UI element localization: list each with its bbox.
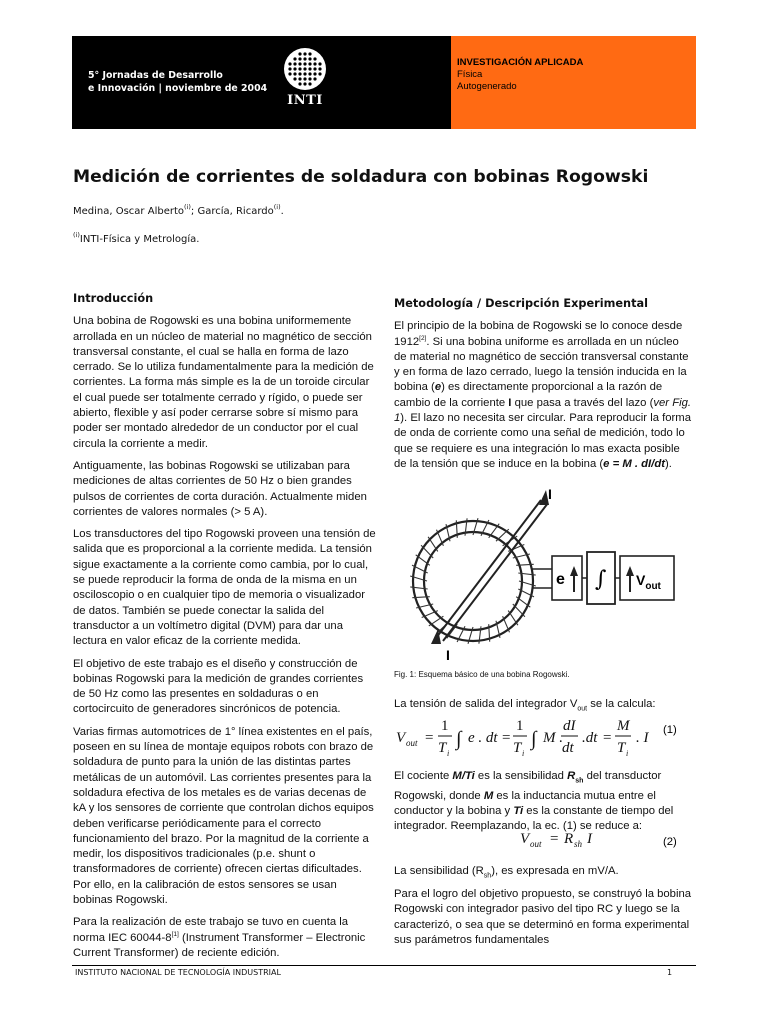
section-heading-metodologia: Metodología / Descripción Experimental: [394, 297, 648, 310]
svg-text:T: T: [438, 740, 447, 756]
output-leads: [532, 569, 552, 588]
rsh-subscript: sh: [483, 872, 492, 880]
method-p3-i: es la constante de tiempo del integrador. Reemplazando, la ec. (1) se reduce a:: [394, 804, 674, 833]
vout-subscript: out: [577, 705, 588, 713]
author-2-affil: (i): [273, 203, 281, 211]
method-p3-e: del transductor Rogowski, donde: [394, 770, 662, 802]
current-label-bottom: I: [446, 647, 450, 663]
sensitivity-sentence: [394, 864, 694, 884]
method-paragraph-5: Para el logro del objetivo propuesto, se construyó la bobina Rogowski con integrador pasivo del tipo RC y luego se la caracterizó, o sea que se determinó en forma experimental sus parámetros fundamentales: [394, 888, 692, 946]
svg-text:=: =: [502, 730, 511, 746]
symbol-R-sub: sh: [575, 777, 584, 785]
integral-symbol: ∫: [595, 567, 607, 592]
method-p3-c: es la sensibilidad: [474, 770, 568, 782]
method-p1-f: ). El lazo no necesita ser circular. Para reproducir la forma de onda de corriente como una señal de medición, todo lo que se requiere es una integración lo mas exacta posible de la tensión que se induce en la bobina (: [394, 412, 691, 470]
svg-text:. I: . I: [636, 730, 649, 746]
intro-paragraph-1: Una bobina de Rogowski es una bobina uniformemente arrollada en un núcleo de material no magnético de sección transversal constante, el cual se halla en forma de lazo cerrado. Se lo utiliza fundamentalmente para la medición de corrientes. La forma más simple es la de un toroide circular el cual puede ser totalmente cerrado y rígido, o puede ser abierto, flexible y así poder cerrarse sobre sí mismo para poder ser montado alrededor de un conductor por el cual circula la corriente a medir.: [73, 315, 374, 450]
figure-caption: Fig. 1: Esquema básico de una bobina Rogowski.: [394, 670, 570, 679]
svg-text:i: i: [447, 749, 450, 758]
svg-text:1: 1: [516, 718, 524, 734]
method-p1-g: ).: [664, 457, 672, 470]
svg-text:I: I: [587, 831, 592, 847]
svg-text:=: =: [425, 730, 434, 746]
symbol-I: I: [508, 396, 512, 409]
svg-text:∫: ∫: [531, 728, 537, 750]
affiliation-text: INTI-Física y Metrología.: [79, 234, 200, 245]
intro-paragraph-4: El objetivo de este trabajo es el diseño y construcción de bobinas Rogowski para la medición de grandes corrientes de 50 Hz como las presentes en soldaduras o en cortocircuito de generadores sincrónicos de potencia.: [73, 657, 364, 716]
equation-1: [396, 712, 696, 760]
svg-text:e . dt: e . dt: [468, 730, 498, 746]
svg-text:out: out: [406, 738, 418, 748]
event-name: [88, 69, 267, 95]
svg-text:V: V: [520, 831, 530, 847]
author-1-affil: (i): [184, 203, 191, 211]
svg-text:R: R: [564, 831, 574, 847]
intro-paragraph-2: Antiguamente, las bobinas Rogowski se utilizaban para mediciones de altas corrientes de 50 Hz o bien grandes pulsos de corrientes de corta duración. Actualmente miden corrientes de valores normales (> 5 A).: [73, 459, 367, 518]
footer-divider: [72, 965, 696, 966]
category-label: INVESTIGACIÓN APLICADA: [457, 57, 584, 68]
author-1: Medina, Oscar Alberto: [73, 206, 184, 217]
svg-text:V: V: [396, 730, 406, 746]
method-p1-d: que pasa a través del lazo (: [511, 396, 654, 409]
footer-institute: INSTITUTO NACIONAL DE TECNOLOGÍA INDUSTRIAL: [75, 968, 281, 977]
logo-text: INTI: [287, 93, 323, 108]
svg-text:dt: dt: [562, 740, 574, 756]
svg-text:sh: sh: [574, 839, 583, 849]
figure-reference: ver Fig. 1: [394, 396, 692, 425]
svg-text:i: i: [626, 749, 629, 758]
symbol-R: R: [567, 770, 576, 782]
equation-1-number: (1): [663, 724, 677, 736]
affiliation-mark: (i): [73, 231, 80, 239]
symbol-Ti: Ti: [513, 804, 524, 817]
method-p2-a: La tensión de salida del integrador V: [394, 698, 578, 710]
right-column: [394, 296, 694, 479]
svg-text:.dt: .dt: [582, 730, 598, 746]
svg-text:i: i: [522, 749, 525, 758]
svg-text:out: out: [530, 839, 542, 849]
rogowski-coil-diagram: [398, 478, 694, 668]
intro-paragraph-5: Varias firmas automotrices de 1° línea existentes en el país, poseen en su línea de montaje equipos robots con brazo de soldadura de punto para la unión de las distintas partes metálicas de un automóvil. Las corrientes presentes para la soldadura efectiva de los metales es de varias decenas de kA y los sensores de corriente que controlan dichos equipos deben verificarse periódicamente para el correcto funcionamiento del brazo. Por la magnitud de la corriente a medir, los dispositivos tradicionales (p.e. shunt o transformadores de corriente) ofrecen ciertas dificultades. Por ello, en la calibración de estos sensores se usan bobinas Rogowski.: [73, 725, 374, 906]
svg-text:T: T: [617, 740, 626, 756]
svg-text:M: M: [617, 718, 630, 734]
category-block: [457, 57, 583, 93]
symbol-M: M: [483, 789, 494, 802]
symbol-e: e: [434, 381, 442, 394]
inline-equation: e = M . dI/dt: [603, 457, 665, 470]
ref-2: [2]: [419, 334, 427, 342]
inti-logo-icon: [283, 47, 327, 91]
method-p4-b: ), es expresada en mV/A.: [491, 865, 619, 877]
page-number: 1: [667, 968, 673, 977]
equation-2-number: (2): [663, 836, 677, 848]
voltage-e-label: e: [556, 571, 565, 588]
authors-end: .: [280, 206, 284, 217]
method-p1-b: . Si una bobina uniforme es arrollada en un núcleo de material no magnético de sección transversal constante y en forma de lazo cerrado, luego la tensión inducida en la bobina (: [394, 335, 689, 394]
intro-paragraph-3: Los transductores del tipo Rogowski proveen una tensión de salida que es proporcional a la corriente medida. La tensión sigue exactamente a la corriente como cambia, por lo cual, se puede reproducir la forma de onda de la misma en un osciloscopio o en cualquier tipo de memoria o visualizador de datos. También se puede conectar la salida del transductor a un voltímetro digital (DVM) para dar una lectura en valor eficaz de la corriente medida.: [73, 528, 376, 648]
svg-text:∫: ∫: [456, 728, 462, 750]
symbol-M-Ti: M/Ti: [452, 770, 475, 782]
ref-1: [1]: [171, 930, 179, 938]
method-p3-g: es la inductancia mutua entre el conductor y la bobina y: [394, 789, 656, 817]
intro-p6-rest: (Instrument Transformer – Electronic Current Transformer) de reciente edición.: [73, 931, 366, 959]
left-column: [73, 291, 378, 968]
event-line-2: e Innovación | noviembre de 2004: [88, 83, 268, 94]
method-p4-a: La sensibilidad (R: [394, 865, 484, 877]
authors: [73, 203, 284, 217]
intro-p6-text: Para la realización de este trabajo se tuvo en cuenta la norma IEC 60044-8: [73, 916, 349, 944]
method-paragraph-1: [394, 319, 694, 472]
section-heading-introduccion: Introducción: [73, 292, 154, 305]
method-p1-a: El principio de la bobina de Rogowski se lo conoce desde 1912: [394, 320, 683, 348]
affiliation: [73, 231, 200, 245]
method-p3-a: El cociente: [394, 770, 453, 782]
svg-text:dI: dI: [563, 718, 576, 734]
type-label: Autogenerado: [457, 81, 517, 92]
svg-text:T: T: [513, 740, 522, 756]
svg-text:=: =: [603, 730, 612, 746]
method-p1-c: ) es directamente proporcional a la razón de cambio de la corriente: [394, 381, 663, 409]
intro-paragraph-6: [73, 915, 378, 961]
current-label-top: I: [548, 486, 552, 502]
paper-title: Medición de corrientes de soldadura con bobinas Rogowski: [73, 167, 649, 187]
toroidal-coil: [410, 518, 536, 644]
equation-2: [510, 825, 700, 851]
vout-label: $V_{out}$: [636, 572, 661, 592]
method-p2-b: se la calcula:: [587, 698, 656, 710]
svg-text:M .: M .: [543, 730, 563, 746]
author-2: ; García, Ricardo: [190, 206, 274, 217]
svg-text:=: =: [550, 831, 559, 847]
event-line-1: 5° Jornadas de Desarrollo: [88, 70, 223, 81]
svg-text:1: 1: [441, 718, 449, 734]
area-label: Física: [457, 69, 483, 80]
output-voltage-box: [620, 556, 674, 600]
